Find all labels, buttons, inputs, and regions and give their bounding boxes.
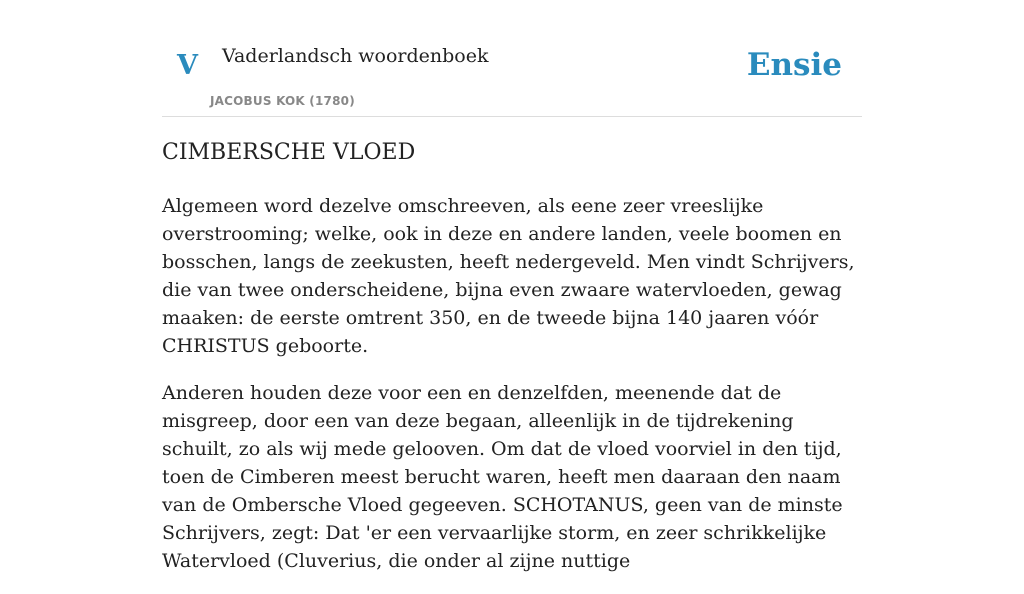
page-container bbox=[162, 0, 862, 572]
book-letter-icon[interactable]: V bbox=[177, 50, 198, 81]
book-title-link[interactable]: Vaderlandsch woordenboek bbox=[222, 45, 489, 67]
book-header bbox=[162, 0, 862, 117]
entry-paragraph: Algemeen word dezelve omschreeven, als eene zeer vreeslijke overstrooming; welke, ook in deze en andere landen, veele boomen en bosschen, langs de zeekusten, heeft nedergeveld. Men vindt Schrijvers, die van twee onderscheidene, bijna even zwaare watervloeden, gewag maaken: de eerste omtrent 350, en de tweede bijna 140 jaaren vóór CHRISTUS geboorte. bbox=[162, 195, 855, 357]
entry-title: CIMBERSCHE VLOED bbox=[162, 140, 416, 165]
book-author: JACOBUS KOK (1780) bbox=[210, 94, 355, 108]
entry-body bbox=[162, 192, 862, 594]
entry-paragraph: Anderen houden deze voor een en denzelfden, meenende dat de misgreep, door een van deze begaan, alleenlijk in de tijdrekening schuilt, zo als wij mede gelooven. Om dat de vloed voorviel in den tijd, toen de Cimberen meest berucht waren, heeft men daaraan den naam van de Ombersche Vloed gegeeven. SCHOTANUS, geen van de minste Schrijvers, zegt: Dat 'er een vervaarlijke storm, en zeer schrikkelijke Watervloed (Cluverius, die onder al zijne nuttige bbox=[162, 382, 843, 572]
ensie-logo-link[interactable]: Ensie bbox=[746, 47, 842, 83]
